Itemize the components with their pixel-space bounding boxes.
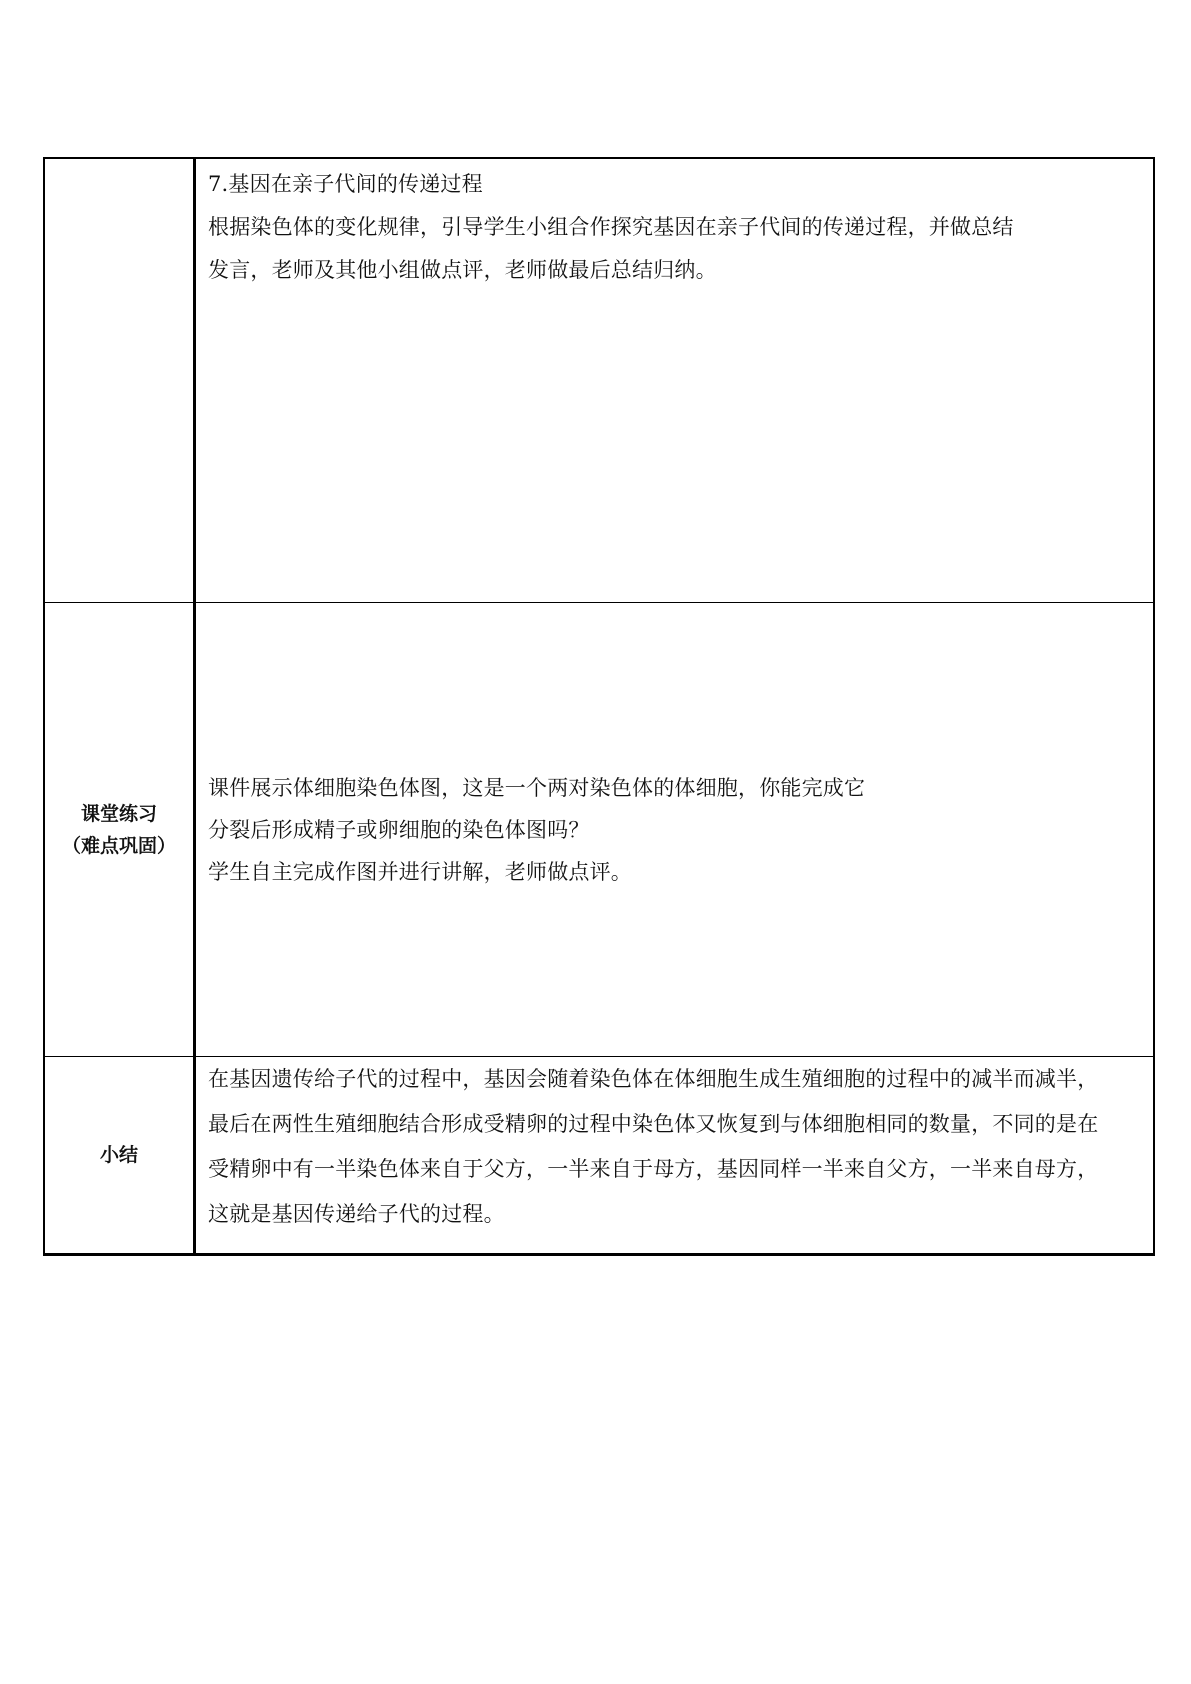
content-line: 这就是基因传递给子代的过程。 [208, 1202, 505, 1226]
row-label-cell [44, 1057, 195, 1255]
content-line: 7.基因在亲子代间的传递过程 [208, 172, 483, 196]
table-row [44, 158, 1154, 603]
row-content-cell [195, 158, 1155, 603]
content-line: 受精卵中有一半染色体来自于父方，一半来自于母方，基因同样一半来自父方，一半来自母方， [208, 1157, 1099, 1181]
lesson-plan-table [43, 157, 1155, 1256]
row-content-cell [195, 1057, 1155, 1255]
content-line: 在基因遗传给子代的过程中，基因会随着染色体在体细胞生成生殖细胞的过程中的减半而减半， [208, 1067, 1099, 1091]
content-line: 课件展示体细胞染色体图，这是一个两对染色体的体细胞，你能完成它 [208, 775, 866, 800]
content-line: 分裂后形成精子或卵细胞的染色体图吗？ [208, 817, 590, 842]
content-line: 最后在两性生殖细胞结合形成受精卵的过程中染色体又恢复到与体细胞相同的数量，不同的是在 [208, 1112, 1099, 1136]
content-line: 学生自主完成作图并进行讲解，老师做点评。 [208, 859, 632, 884]
content-line: 根据染色体的变化规律，引导学生小组合作探究基因在亲子代间的传递过程，并做总结 [208, 215, 1014, 239]
row-label-cell [44, 603, 195, 1057]
row-label: 课堂练习 [80, 802, 157, 825]
row-label: 小结 [99, 1144, 138, 1166]
content-line: 发言，老师及其他小组做点评，老师做最后总结归纳。 [208, 258, 717, 282]
table-row [44, 1057, 1154, 1255]
table-row [44, 603, 1154, 1057]
row-label: （难点巩固） [61, 834, 176, 857]
row-content-cell [195, 603, 1155, 1057]
row-label-cell [44, 158, 195, 603]
